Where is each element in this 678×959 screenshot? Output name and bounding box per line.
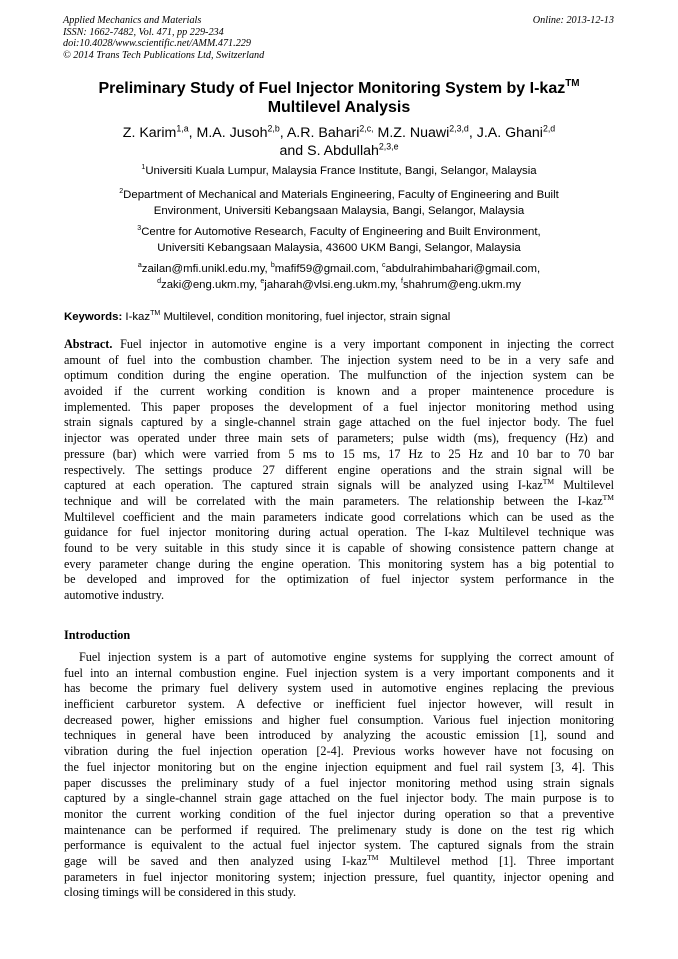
email-link[interactable]: $^a$zailan@mfi.unikl.edu.my <box>137 262 265 275</box>
section-heading-introduction: Introduction <box>64 628 131 642</box>
issn-info: ISSN: 1662-7482, Vol. 471, pp 229-234 <box>63 26 224 38</box>
email-link[interactable]: $^e$jaharah@vlsi.eng.ukm.my <box>260 278 395 291</box>
affiliation-1: $^1$Universiti Kuala Lumpur, Malaysia France Institute, Bangi, Selangor, Malaysia <box>141 164 537 177</box>
online-date: Online: 2013-12-13 <box>532 15 614 26</box>
copyright-notice: © 2014 Trans Tech Publications Ltd, Switzerland <box>63 49 265 61</box>
author: Z. Karim$^{1,a}$, <box>122 123 197 141</box>
abstract: Abstract. Fuel injector in automotive engine is a very important component in injecting the correct amount of fuel into the combustion chamber. The injection system need to be in a very safe and optimum condition during the engine operation. The mulfunction of the injection system can be avoided if the current working condition is known and a proper maintenence procedure is implemented. This paper proposes the development of a fuel injector monitoring method using strain signals captured by a single-channel strain gage attached on the fuel injector body. The fuel injector was operated under three main sets of parameters; pulse width (ms), frequency (Hz) and pressure (bar) which were varried from 5 ms to 15 ms, 17 Hz to 25 Hz and 10 bar to 70 bar respectively. The settings produce 27 different engine operations and the strain signal will be captured at each operation. The captured strain signals will be analyzed using I-kaz™ Multilevel technique and will be correlated with the main parameters. The relationship between the I-kaz™ Multilevel coefficient and the main parameters indicate good correlations which can be used as the guidance for fuel injector monitoring during actual operation. The I-kaz Multilevel technique was found to be very suitable in this study since it is capable of showing consistence pattern change at every parameter change during the engine operation. This monitoring system has a big potential to be developed and improved for the optimization of fuel injector system performance in the automotive industry. <box>64 337 614 602</box>
journal-header <box>63 15 264 61</box>
paper-title: Preliminary Study of Fuel Injector Monitoring System by I-kaz™ Multilevel Analysis <box>98 77 580 116</box>
trademark-sup: TM <box>565 77 580 89</box>
affiliation-3: $^3$Centre for Automotive Research, Faculty of Engineering and Built Environment, Universiti Kebangsaan Malaysia, 43600 UKM Bangi, Selangor, Malaysia <box>137 225 541 254</box>
journal-name: Applied Mechanics and Materials <box>63 15 202 26</box>
abstract-label: Abstract. <box>64 337 113 351</box>
author: J.A. Ghani$^{2,d}$ <box>476 123 556 141</box>
author: and S. Abdullah$^{2,3,e}$ <box>279 141 399 159</box>
email-link[interactable]: $^c$abdulrahimbahari@gmail.com <box>381 262 537 275</box>
email-link[interactable]: $^f$shahrum@eng.ukm.my <box>401 278 521 291</box>
introduction-body: Fuel injection system is a part of automotive engine systems for supplying the correct amount of fuel into an internal combustion engine. Fuel injection system is a very important components and it has become the primary fuel delivery system used in automotive engines replacing the previous inefficient carburetor system. A defective or inefficient fuel injector however, will result in decreased power, higher emissions and higher fuel consumption. Various fuel injection monitoring techniques in general have been introduced by analyzing the acoustic emission [1], sound and vibration during the fuel injection operation [2-4]. Previous works however have not focusing on the fuel injector monitoring but on the engine injection equipment and fuel rail system [3, 4]. This paper discusses the preliminary study of a fuel injector monitoring method using strain signals captured by a single-channel strain gage attached on the fuel injector body. The main purpose is to monitor the current working condition of the fuel injector during operation so that a preventive maintenance can be performed if required. The prelimenary study is done on the test rig which performance is equivalent to the actual fuel injector system. The captured signals from the strain gage will be saved and then analyzed using I-kaz™ Multilevel method [1]. Three important parameters in fuel injector monitoring system; injection pressure, fuel quantity, injector opening and closing timings will be considered in this study. <box>64 650 615 900</box>
email-list: $^a$zailan@mfi.unikl.edu.my, $^b$mafif59@gmail.com, $^c$abdulrahimbahari@gmail.com, $^d$zaki@eng.ukm.my, $^e$jaharah@vlsi.eng.ukm.my, $^f$shahrum@eng.ukm.my <box>137 262 541 291</box>
affiliation-2: $^2$Department of Mechanical and Materials Engineering, Faculty of Engineering and Built Environment, Universiti Kebangsaan Malaysia, Bangi, Selangor, Malaysia <box>119 188 559 217</box>
author: M.A. Jusoh$^{2,b}$, <box>196 123 287 141</box>
doi-link[interactable]: doi:10.4028/www.scientific.net/AMM.471.229 <box>63 38 251 50</box>
author: M.Z. Nuawi$^{2,3,d}$, <box>377 123 477 141</box>
author: A.R. Bahari$^{2,c,}$ <box>286 123 374 141</box>
author-list <box>60 124 618 160</box>
email-link[interactable]: $^b$mafif59@gmail.com <box>270 262 376 275</box>
keywords: Keywords: I-kaz™ Multilevel, condition monitoring, fuel injector, strain signal <box>64 310 451 323</box>
keywords-label: Keywords: <box>64 311 123 323</box>
email-link[interactable]: $^d$zaki@eng.ukm.my <box>157 278 255 291</box>
